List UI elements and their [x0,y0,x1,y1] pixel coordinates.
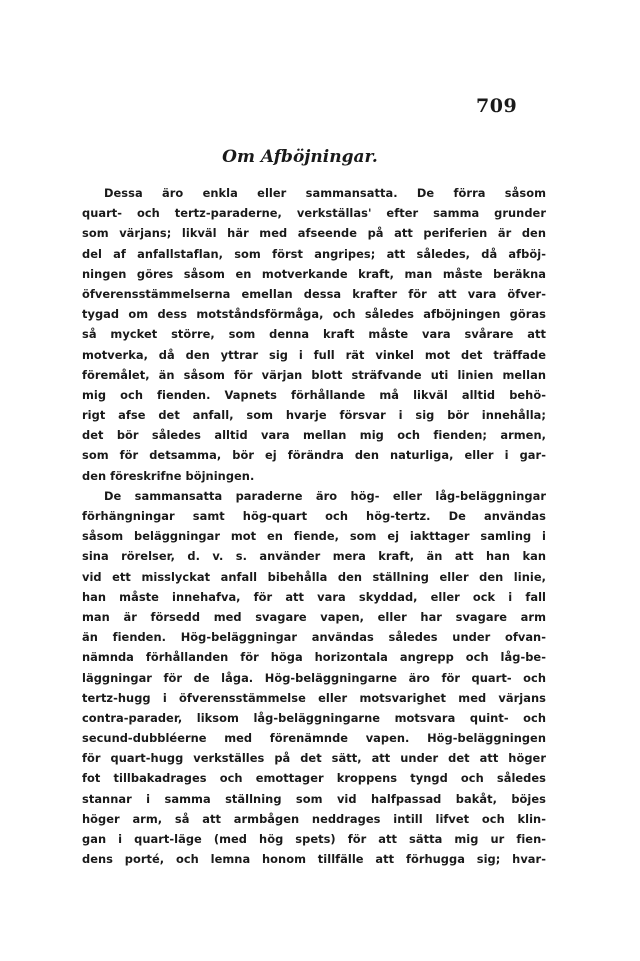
text-line: tertz-hugg i öfverensstämmelse eller motsvarighet med värjans [82,690,546,705]
text-line: den föreskrifne böjningen. [82,468,255,483]
text-line: ningen göres såsom en motverkande kraft, man måste beräkna [82,266,546,281]
text-line: såsom beläggningar mot en fiende, som ej iakttager samling i [82,529,546,544]
page-number: 709 [476,95,518,117]
text-line: mig och fienden. Vapnets förhållande må likväl alltid behö- [82,387,546,402]
text-line: föremålet, än såsom för värjan blott sträfvande uti linien mellan [82,367,546,382]
text-line: vid ett misslyckat anfall bibehålla den ställning eller den linie, [82,569,546,584]
text-line: som värjans; likväl här med afseende på att periferien är den [82,226,546,241]
text-line: det bör således alltid vara mellan mig och fienden; armen, [82,428,546,443]
text-line: contra-parader, liksom låg-beläggningarne motsvara quint- och [82,710,546,725]
text-line: gan i quart-läge (med hög spets) för att sätta mig ur fien- [82,832,546,846]
paragraph [82,183,546,486]
text-line: för quart-hugg verkställes på det sätt, att under det att höger [82,751,546,766]
text-line: man är försedd med svagare vapen, eller har svagare arm [82,609,546,624]
text-line: nämnda förhållanden för höga horizontala angrepp och låg-be- [82,650,546,665]
text-line: motverka, då den yttrar sig i full rät vinkel mot det träffade [82,347,546,362]
text-line: quart- och tertz-paraderne, verkställas' efter samma grunder [82,206,546,221]
text-line: secund-dubbléerne med förenämnde vapen. Hög-beläggningen [82,731,546,746]
text-line: öfverensstämmelserna emellan dessa krafter för att vara öfver- [82,286,546,301]
text-line: stannar i samma ställning som vid halfpassad bakåt, böjes [82,791,546,806]
text-line: han måste innehafva, för att vara skyddad, eller ock i fall [82,589,546,604]
text-line: läggningar för de låga. Hög-beläggningarne äro för quart- och [82,670,546,685]
text-line: höger arm, så att armbågen neddrages intill lifvet och klin- [82,811,546,826]
text-line: förhängningar samt hög-quart och hög-tertz. De användas [82,509,546,523]
text-line: rigt afse det anfall, som hvarje försvar i sig bör innehålla; [82,408,546,423]
text-line: fot tillbakadrages och emottager kroppens tyngd och således [82,771,546,786]
text-line: som för detsamma, bör ej förändra den naturliga, eller i gar- [82,448,546,463]
text-line: än fienden. Hög-beläggningar användas således under ofvan- [82,630,546,645]
text-line: Dessa äro enkla eller sammansatta. De förra såsom [104,186,546,200]
paragraph [82,486,546,870]
body-text [82,183,546,869]
text-line: De sammansatta paraderne äro hög- eller låg-beläggningar [104,488,546,503]
text-line: del af anfallstaflan, som först angripes; att således, då afböj- [82,246,546,261]
text-line: tygad om dess motståndsförmåga, och således afböjningen göras [82,307,546,322]
section-heading: Om Afböjningar. [222,147,378,167]
text-line: så mycket större, som denna kraft måste vara svårare att [82,327,546,342]
text-line: dens porté, och lemna honom tillfälle att förhugga sig; hvar- [82,852,546,867]
text-line: sina rörelser, d. v. s. använder mera kraft, än att han kan [82,549,546,564]
